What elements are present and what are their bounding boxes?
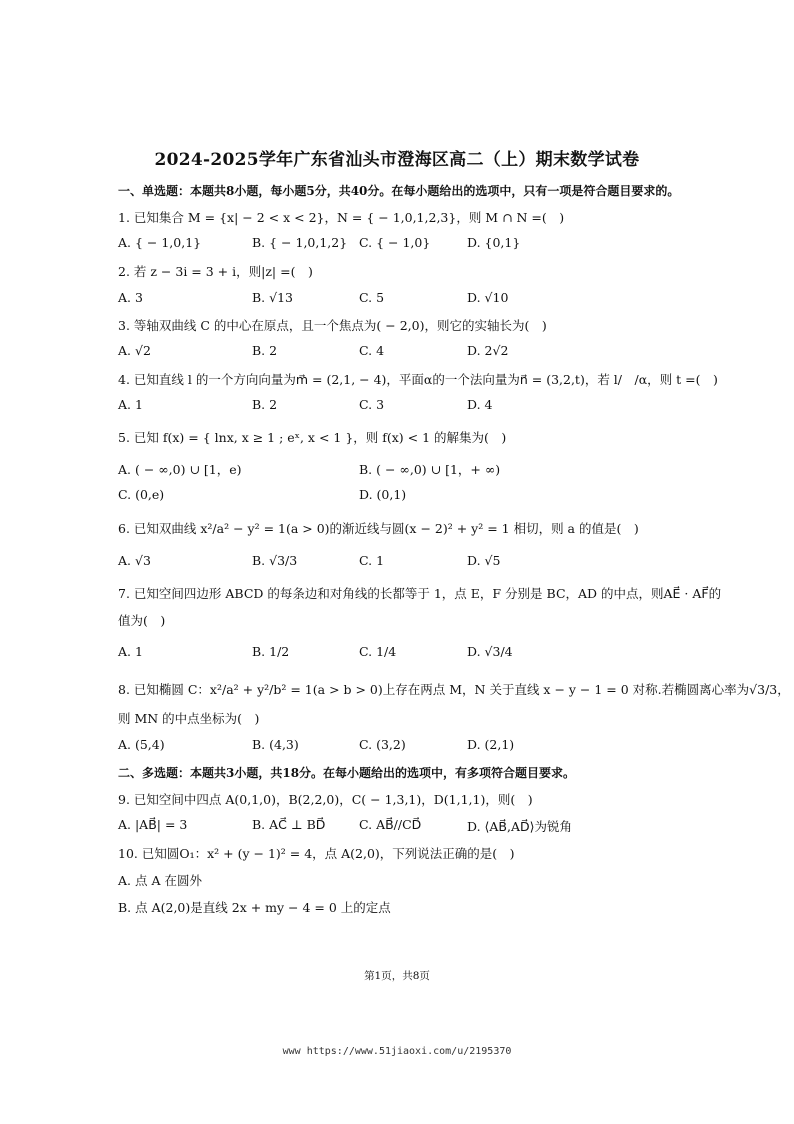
question-10-option-b: B. 点 A(2,0)是直线 2x + my − 4 = 0 上的定点 [118,900,391,915]
question-4-options [118,397,678,415]
option-a: A. √3 [118,553,151,568]
option-b: B. 1/2 [252,644,290,659]
option-b: B. √13 [252,290,294,305]
option-c: C. 5 [359,290,385,305]
question-6-stem: 6. 已知双曲线 x²/a² − y² = 1(a > 0)的渐近线与圆(x − 2)² + y² = 1 相切，则 a 的值是( ) [118,521,639,536]
question-5-options-row2 [118,487,678,505]
option-a: A. √2 [118,343,151,358]
question-10-stem: 10. 已知圆O₁：x² + (y − 1)² = 4，点 A(2,0)，下列说法正确的是( ) [118,846,515,861]
question-6-options [118,553,678,571]
section-single-choice: 一、单选题：本题共8小题，每小题5分，共40分。在每小题给出的选项中，只有一项是符合题目要求的。 [118,184,680,198]
question-8-stem: 8. 已知椭圆 C：x²/a² + y²/b² = 1(a > b > 0)上存在两点 M，N 关于直线 x − y − 1 = 0 对称.若椭圆离心率为√3/3， [118,682,790,697]
question-7-options [118,644,678,662]
option-c: C. (0,e) [118,487,165,502]
option-b: B. √3/3 [252,553,298,568]
option-a: A. { − 1,0,1} [118,235,202,250]
option-b: B. 2 [252,343,278,358]
option-a: A. 3 [118,290,143,305]
option-b: B. 2 [252,397,278,412]
option-a: A. ( − ∞,0) ∪ [1，e) [118,462,242,477]
page-title: 2024-2025学年广东省汕头市澄海区高二（上）期末数学试卷 [154,150,640,170]
question-5-stem: 5. 已知 f(x) = { lnx, x ≥ 1 ; eˣ, x < 1 }，则 f(x) < 1 的解集为( ) [118,430,507,445]
option-d: D. 2√2 [467,343,509,358]
option-a: A. 1 [118,397,143,412]
option-d: D. (2,1) [467,737,515,752]
option-a: A. (5,4) [118,737,165,752]
option-b: B. { − 1,0,1,2} [252,235,348,250]
option-d: D. {0,1} [467,235,521,250]
watermark-url: www https://www.51jiaoxi.com/u/2195370 [282,1046,512,1057]
question-10-option-a: A. 点 A 在圆外 [118,873,202,888]
option-b: B. (4,3) [252,737,299,752]
page-footer: 第1页，共8页 [364,970,430,982]
question-5-options-row1 [118,460,678,478]
option-c: C. 1/4 [359,644,397,659]
question-9-options [118,817,678,835]
option-a: A. |AB⃗| = 3 [118,817,188,832]
option-c: C. 1 [359,553,385,568]
option-b: B. ( − ∞,0) ∪ [1，+ ∞) [359,462,501,477]
question-8-stem-cont: 则 MN 的中点坐标为( ) [118,711,260,726]
option-d: D. √5 [467,553,501,568]
option-c: C. AB⃗//CD⃗ [359,817,422,832]
question-7-stem: 7. 已知空间四边形 ABCD 的每条边和对角线的长都等于 1，点 E，F 分别是 BC，AD 的中点，则AE⃗ · AF⃗的 [118,586,722,601]
question-2-options [118,290,678,308]
section-multiple-choice: 二、多选题：本题共3小题，共18分。在每小题给出的选项中，有多项符合题目要求。 [118,766,576,780]
option-d: D. √10 [467,290,509,305]
question-1-options [118,235,678,253]
question-3-options [118,343,678,361]
option-d: D. 4 [467,397,493,412]
question-3-stem: 3. 等轴双曲线 C 的中心在原点，且一个焦点为( − 2,0)，则它的实轴长为( ) [118,318,547,333]
option-c: C. (3,2) [359,737,406,752]
option-d: D. (0,1) [359,487,407,502]
question-7-stem-cont: 值为( ) [118,613,166,628]
option-c: C. { − 1,0} [359,235,431,250]
question-9-stem: 9. 已知空间中四点 A(0,1,0)，B(2,2,0)，C( − 1,3,1)，D(1,1,1)，则( ) [118,792,533,807]
question-4-stem: 4. 已知直线 l 的一个方向向量为m⃗ = (2,1, − 4)，平面α的一个法向量为n⃗ = (3,2,t)，若 l/ /α，则 t =( ) [118,372,718,387]
option-c: C. 4 [359,343,385,358]
question-8-options [118,737,678,755]
question-2-stem: 2. 若 z − 3i = 3 + i，则|z| =( ) [118,264,313,279]
option-b: B. AC⃗ ⊥ BD⃗ [252,817,326,832]
option-d: D. √3/4 [467,644,513,659]
option-c: C. 3 [359,397,385,412]
option-a: A. 1 [118,644,143,659]
question-1-stem: 1. 已知集合 M = {x| − 2 < x < 2}，N = { − 1,0,1,2,3}，则 M ∩ N =( ) [118,210,565,225]
option-d: D. ⟨AB⃗,AD⃗⟩为锐角 [467,819,573,834]
